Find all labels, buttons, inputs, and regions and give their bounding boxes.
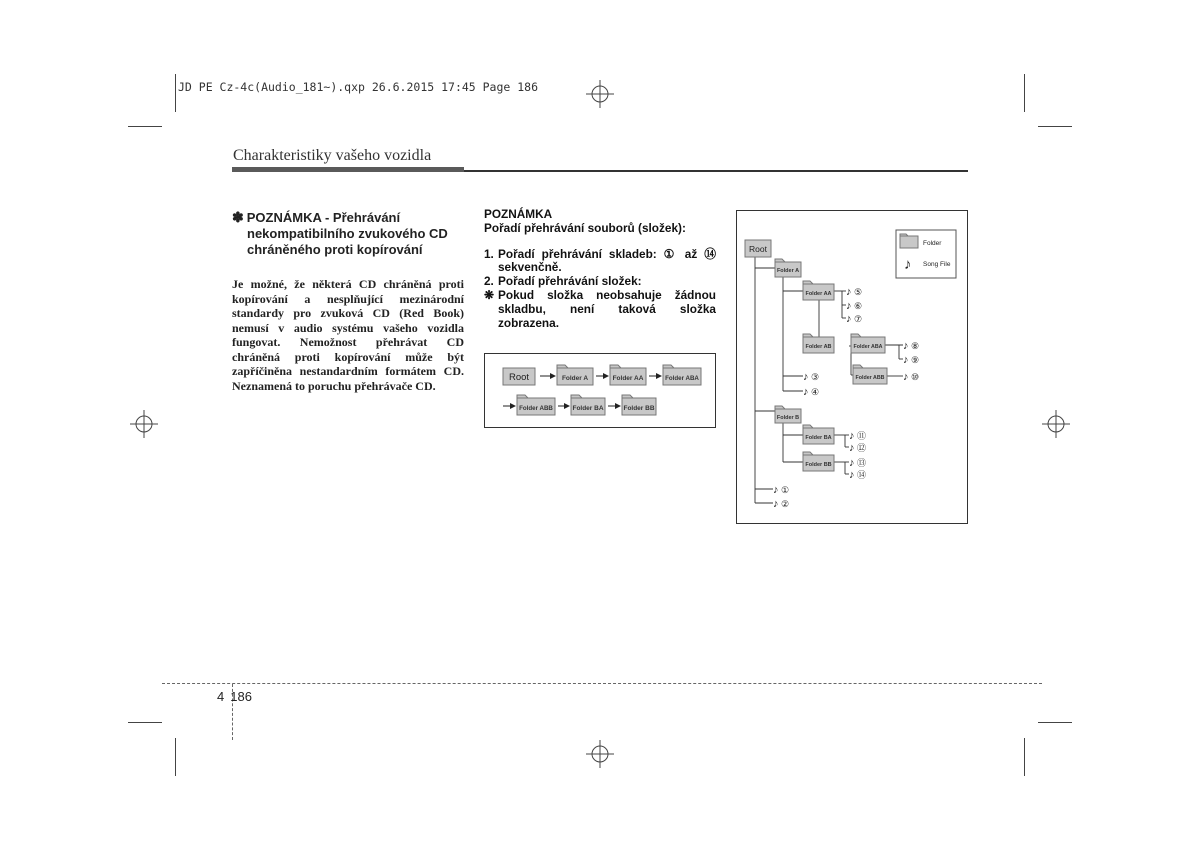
song-file-icon: ♪ <box>803 371 809 383</box>
seq-folder-a <box>557 365 593 385</box>
list-item <box>484 275 716 289</box>
seq-folder-ba <box>571 395 605 415</box>
item-text: Pokud složka neobsahuje žádnou skladbu, není taková složka zobrazena. <box>498 287 716 330</box>
folder-tree-svg <box>737 211 967 523</box>
svg-text:Folder ABB: Folder ABB <box>519 405 553 412</box>
folder-sequence-svg <box>485 354 715 427</box>
tree-folder-ab <box>803 334 834 353</box>
song-number: ① <box>781 485 790 495</box>
song-file-icon: ♪ <box>903 340 909 352</box>
footer-rule <box>162 683 1042 684</box>
registration-mark-icon <box>130 410 158 438</box>
svg-text:Folder AA: Folder AA <box>805 291 832 297</box>
song-file-icon: ♪ <box>773 484 779 496</box>
note-title: POZNÁMKA <box>484 207 553 221</box>
tree-folder-ba <box>803 425 834 444</box>
tree-legend <box>896 230 956 278</box>
tree-folder-b <box>775 406 801 423</box>
header-rule <box>464 170 968 172</box>
tree-root-node <box>745 240 771 257</box>
tree-folder-aa <box>803 281 834 300</box>
note-title: POZNÁMKA - Přehrávání <box>246 210 401 225</box>
page-number <box>217 689 252 704</box>
song-number: ② <box>781 499 790 509</box>
seq-folder-aba <box>663 365 701 385</box>
song-file-icon: ♪ <box>904 256 912 273</box>
song-number: ④ <box>811 387 820 397</box>
svg-text:Folder BB: Folder BB <box>805 462 832 468</box>
crop-mark <box>1038 722 1072 723</box>
song-number: ⑨ <box>911 355 920 365</box>
note-subtitle: Pořadí přehrávání souborů (složek): <box>484 220 686 235</box>
page-header-title: Charakteristiky vašeho vozidla <box>233 147 432 164</box>
crop-mark <box>128 722 162 723</box>
svg-text:Folder ABA: Folder ABA <box>853 344 883 350</box>
seq-root-label: Root <box>508 372 530 383</box>
list-item <box>484 289 716 330</box>
song-number: ⑬ <box>857 458 867 468</box>
registration-mark-icon <box>586 80 614 108</box>
tree-folder-abb <box>853 365 887 384</box>
registration-mark-icon <box>1042 410 1070 438</box>
crop-mark <box>1024 738 1025 776</box>
folder-tree-diagram <box>736 210 968 524</box>
note-title-continued: nekompatibilního zvukového CD chráněného proti kopírování <box>247 226 448 257</box>
svg-text:Root: Root <box>749 244 767 254</box>
song-file-icon: ♪ <box>903 354 909 366</box>
item-number: 1. <box>484 246 494 261</box>
song-number: ③ <box>811 372 820 382</box>
song-file-icon: ♪ <box>849 457 855 469</box>
crop-mark <box>175 74 176 112</box>
folder-sequence-diagram <box>484 353 716 428</box>
song-number: ⑫ <box>857 443 867 453</box>
song-number: ⑧ <box>911 341 920 351</box>
item-number: 2. <box>484 274 494 289</box>
svg-text:Folder ABB: Folder ABB <box>855 375 885 381</box>
page-number-value: 186 <box>230 689 252 704</box>
tree-song-glyphs <box>773 286 909 510</box>
note-body: Je možné, že některá CD chráněná proti kopírování a nesplňující mezinárodní standardy pro zvuková CD (Red Book) nemusí v audio systému vašeho vozidla fungovat. Nemožnost přehrávat CD chráněná proti kopírování může být zapříčiněna nestandardním formátem CD. Neznamená to poruchu přehrávače CD. <box>232 277 464 393</box>
song-number: ⑭ <box>857 470 867 480</box>
registration-mark-icon <box>586 740 614 768</box>
print-slug: JD PE Cz-4c(Audio_181~).qxp 26.6.2015 17:45 Page 186 <box>178 80 539 94</box>
crop-mark <box>1038 126 1072 127</box>
seq-root-node <box>503 368 535 385</box>
note-heading <box>232 209 472 258</box>
song-file-icon: ♪ <box>849 469 855 481</box>
svg-text:Folder ABA: Folder ABA <box>665 375 699 382</box>
svg-text:Folder BB: Folder BB <box>623 405 655 412</box>
svg-text:Folder AB: Folder AB <box>805 344 832 350</box>
tree-folder-aba <box>851 334 885 353</box>
svg-text:Folder BA: Folder BA <box>805 435 832 441</box>
song-file-icon: ♪ <box>803 386 809 398</box>
svg-text:Folder BA: Folder BA <box>572 405 604 412</box>
song-file-icon: ♪ <box>846 313 852 325</box>
legend-folder-label: Folder <box>923 240 942 247</box>
svg-text:Folder A: Folder A <box>561 375 589 382</box>
item-number: ❋ <box>484 287 494 302</box>
note-star-icon: ✽ <box>232 209 244 225</box>
crop-mark <box>1024 74 1025 112</box>
song-file-icon: ♪ <box>846 286 852 298</box>
song-file-icon: ♪ <box>849 442 855 454</box>
item-text: Pořadí přehrávání skladeb: ① až ⑭ sekvenčně. <box>498 246 716 275</box>
song-number: ⑪ <box>857 431 867 441</box>
crop-mark <box>128 126 162 127</box>
list-item <box>484 248 716 276</box>
seq-folder-aa <box>610 365 646 385</box>
song-file-icon: ♪ <box>849 430 855 442</box>
item-text: Pořadí přehrávání složek: <box>498 274 642 289</box>
crop-mark <box>175 738 176 776</box>
svg-text:Folder B: Folder B <box>776 415 800 421</box>
legend-song-label: Song File <box>923 261 951 268</box>
song-file-icon: ♪ <box>903 371 909 383</box>
song-file-icon: ♪ <box>846 300 852 312</box>
tree-folder-a <box>775 259 801 277</box>
song-file-icon: ♪ <box>773 498 779 510</box>
svg-text:Folder A: Folder A <box>776 268 800 274</box>
header-bar <box>232 167 464 172</box>
song-number: ⑩ <box>911 372 920 382</box>
song-number: ⑤ <box>854 287 863 297</box>
chapter-number: 4 <box>217 689 225 704</box>
svg-text:Folder AA: Folder AA <box>612 375 644 382</box>
seq-folder-abb <box>517 395 555 415</box>
seq-folder-bb <box>622 395 656 415</box>
song-number: ⑥ <box>854 301 863 311</box>
song-number: ⑦ <box>854 314 863 324</box>
playback-order-note <box>484 208 716 330</box>
tree-folder-bb <box>803 452 834 471</box>
